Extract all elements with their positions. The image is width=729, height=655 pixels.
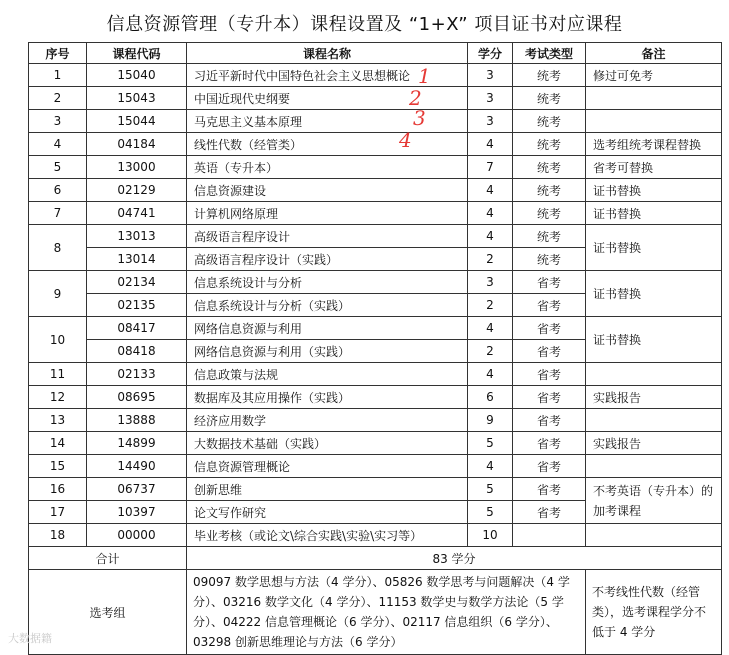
- cell-type: 统考: [513, 225, 586, 248]
- cell-credit: 4: [468, 202, 513, 225]
- cell-code: 13888: [87, 409, 187, 432]
- cell-name: 毕业考核（或论文\综合实践\实验\实习等）: [187, 524, 468, 547]
- cell-credit: 9: [468, 409, 513, 432]
- cell-note: [586, 87, 722, 110]
- cell-note: 证书替换: [586, 202, 722, 225]
- cell-credit: 4: [468, 225, 513, 248]
- cell-note: 修过可免考: [586, 64, 722, 87]
- cell-note: [586, 524, 722, 547]
- cell-type: 统考: [513, 202, 586, 225]
- table-row: [29, 133, 722, 156]
- cell-no: 12: [29, 386, 87, 409]
- cell-name: 高级语言程序设计: [187, 225, 468, 248]
- cell-credit: 3: [468, 64, 513, 87]
- handwritten-mark-2: 2: [409, 86, 422, 110]
- table-row: [29, 524, 722, 547]
- table-row: [29, 225, 722, 248]
- cell-code: 08417: [87, 317, 187, 340]
- cell-credit: 10: [468, 524, 513, 547]
- cell-note: 证书替换: [586, 317, 722, 363]
- cell-type: 省考: [513, 271, 586, 294]
- cell-type: 省考: [513, 432, 586, 455]
- cell-credit: 4: [468, 317, 513, 340]
- cell-name: 信息资源管理概论: [187, 455, 468, 478]
- table-row: [29, 455, 722, 478]
- table-row: [29, 110, 722, 133]
- cell-note: [586, 363, 722, 386]
- cell-credit: 5: [468, 478, 513, 501]
- cell-note: 实践报告: [586, 432, 722, 455]
- cell-type: 统考: [513, 64, 586, 87]
- cell-type: 省考: [513, 386, 586, 409]
- cell-note: 选考组统考课程替换: [586, 133, 722, 156]
- cell-no: 18: [29, 524, 87, 547]
- cell-code: 15040: [87, 64, 187, 87]
- cell-credit: 3: [468, 87, 513, 110]
- cell-credit: 2: [468, 294, 513, 317]
- cell-no: 15: [29, 455, 87, 478]
- handwritten-mark-3: 3: [413, 106, 426, 130]
- cell-no: 6: [29, 179, 87, 202]
- total-label: 合计: [29, 547, 187, 570]
- cell-code: 08695: [87, 386, 187, 409]
- cell-type: 统考: [513, 133, 586, 156]
- cell-type: 统考: [513, 110, 586, 133]
- table-row: [29, 317, 722, 340]
- cell-code: 02133: [87, 363, 187, 386]
- cell-name: 论文写作研究: [187, 501, 468, 524]
- cell-credit: 4: [468, 179, 513, 202]
- cell-type: 省考: [513, 478, 586, 501]
- cell-type: 省考: [513, 317, 586, 340]
- header-credit: 学分: [468, 43, 513, 64]
- cell-code: 06737: [87, 478, 187, 501]
- cell-type: 统考: [513, 87, 586, 110]
- cell-credit: 7: [468, 156, 513, 179]
- header-no: 序号: [29, 43, 87, 64]
- table-row: [29, 87, 722, 110]
- cell-name: 网络信息资源与利用（实践）: [187, 340, 468, 363]
- cell-no: 2: [29, 87, 87, 110]
- cell-name: 信息系统设计与分析: [187, 271, 468, 294]
- cell-name: 信息资源建设: [187, 179, 468, 202]
- total-row: [29, 547, 722, 570]
- table-row: [29, 386, 722, 409]
- cell-name: 英语（专升本）: [187, 156, 468, 179]
- cell-code: 13000: [87, 156, 187, 179]
- header-code: 课程代码: [87, 43, 187, 64]
- cell-note: 证书替换: [586, 271, 722, 317]
- cell-note: [586, 110, 722, 133]
- table-row: [29, 179, 722, 202]
- handwritten-mark-4: 4: [399, 128, 412, 152]
- cell-no: 1: [29, 64, 87, 87]
- cell-type: 统考: [513, 248, 586, 271]
- watermark: 大数据籍: [8, 632, 52, 645]
- cell-code: 04741: [87, 202, 187, 225]
- cell-name: 高级语言程序设计（实践）: [187, 248, 468, 271]
- cell-credit: 5: [468, 432, 513, 455]
- cell-no: 13: [29, 409, 87, 432]
- table-row: [29, 271, 722, 294]
- cell-name: 信息政策与法规: [187, 363, 468, 386]
- table-row: [29, 202, 722, 225]
- cell-code: 10397: [87, 501, 187, 524]
- cell-note: [586, 409, 722, 432]
- cell-note: 不考英语（专升本）的加考课程: [586, 478, 722, 524]
- cell-no: 16: [29, 478, 87, 501]
- table-row: [29, 156, 722, 179]
- cell-credit: 4: [468, 363, 513, 386]
- cell-code: 02135: [87, 294, 187, 317]
- cell-no: 7: [29, 202, 87, 225]
- cell-credit: 3: [468, 110, 513, 133]
- elective-courses: 09097 数学思想与方法（4 学分）、05826 数学思考与问题解决（4 学分）、03216 数学文化（4 学分）、11153 数学史与数学方法论（5 学分）、04222 信息管理概论（6 学分）、02117 信息组织（6 学分）、03298 创新思维理论与方法（6 学分）: [187, 570, 586, 655]
- cell-note: [586, 455, 722, 478]
- cell-credit: 4: [468, 455, 513, 478]
- cell-code: 13014: [87, 248, 187, 271]
- cell-code: 08418: [87, 340, 187, 363]
- cell-no: 8: [29, 225, 87, 271]
- cell-name: 信息系统设计与分析（实践）: [187, 294, 468, 317]
- cell-code: 00000: [87, 524, 187, 547]
- cell-no: 14: [29, 432, 87, 455]
- cell-type: 省考: [513, 363, 586, 386]
- cell-type: [513, 524, 586, 547]
- table-row: [29, 409, 722, 432]
- cell-name: 计算机网络原理: [187, 202, 468, 225]
- cell-type: 统考: [513, 179, 586, 202]
- cell-code: 15044: [87, 110, 187, 133]
- cell-type: 省考: [513, 340, 586, 363]
- cell-note: 省考可替换: [586, 156, 722, 179]
- handwritten-mark-1: 1: [418, 64, 431, 88]
- cell-type: 省考: [513, 501, 586, 524]
- cell-code: 15043: [87, 87, 187, 110]
- cell-name: 中国近现代史纲要: [187, 87, 468, 110]
- cell-credit: 4: [468, 133, 513, 156]
- table-row: [29, 363, 722, 386]
- cell-credit: 2: [468, 340, 513, 363]
- table-header-row: [29, 43, 722, 64]
- cell-credit: 5: [468, 501, 513, 524]
- header-type: 考试类型: [513, 43, 586, 64]
- elective-label: 选考组: [29, 570, 187, 655]
- cell-no: 4: [29, 133, 87, 156]
- table-row: [29, 64, 722, 87]
- cell-credit: 3: [468, 271, 513, 294]
- cell-type: 省考: [513, 409, 586, 432]
- cell-code: 02129: [87, 179, 187, 202]
- cell-code: 04184: [87, 133, 187, 156]
- cell-note: 实践报告: [586, 386, 722, 409]
- cell-code: 14490: [87, 455, 187, 478]
- header-name: 课程名称: [187, 43, 468, 64]
- table-row: [29, 432, 722, 455]
- cell-credit: 2: [468, 248, 513, 271]
- cell-no: 9: [29, 271, 87, 317]
- cell-no: 17: [29, 501, 87, 524]
- cell-name: 线性代数（经管类）: [187, 133, 468, 156]
- cell-name: 习近平新时代中国特色社会主义思想概论: [187, 64, 468, 87]
- cell-name: 网络信息资源与利用: [187, 317, 468, 340]
- cell-no: 3: [29, 110, 87, 133]
- total-value: 83 学分: [187, 547, 722, 570]
- cell-code: 13013: [87, 225, 187, 248]
- cell-name: 大数据技术基础（实践）: [187, 432, 468, 455]
- elective-row: [29, 570, 722, 655]
- cell-name: 经济应用数学: [187, 409, 468, 432]
- cell-note: 证书替换: [586, 179, 722, 202]
- cell-name: 创新思维: [187, 478, 468, 501]
- course-table: [28, 42, 722, 655]
- elective-note: 不考线性代数（经管类），选考课程学分不低于 4 学分: [586, 570, 722, 655]
- cell-type: 省考: [513, 294, 586, 317]
- table-row: [29, 478, 722, 501]
- cell-no: 10: [29, 317, 87, 363]
- cell-no: 5: [29, 156, 87, 179]
- cell-code: 02134: [87, 271, 187, 294]
- cell-type: 统考: [513, 156, 586, 179]
- page-title: 信息资源管理（专升本）课程设置及 “1+X” 项目证书对应课程: [106, 14, 623, 35]
- cell-name: 数据库及其应用操作（实践）: [187, 386, 468, 409]
- cell-credit: 6: [468, 386, 513, 409]
- cell-no: 11: [29, 363, 87, 386]
- cell-type: 省考: [513, 455, 586, 478]
- cell-code: 14899: [87, 432, 187, 455]
- cell-note: 证书替换: [586, 225, 722, 271]
- cell-name: 马克思主义基本原理: [187, 110, 468, 133]
- header-note: 备注: [586, 43, 722, 64]
